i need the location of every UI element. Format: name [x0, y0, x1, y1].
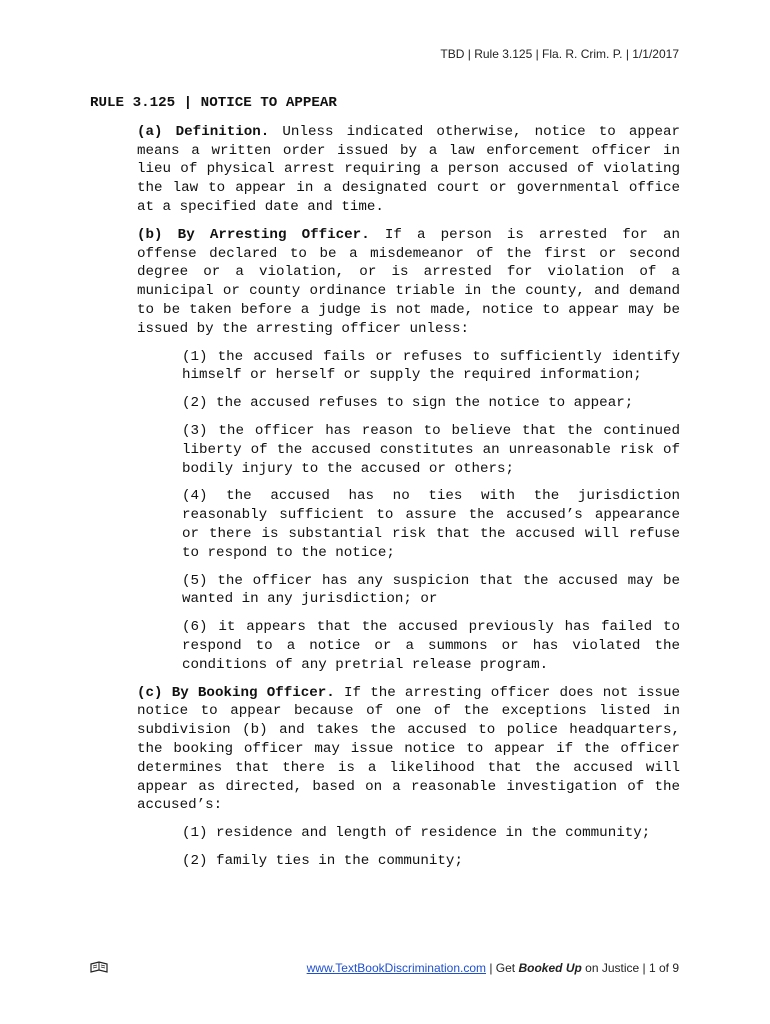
footer-emphasis: Booked Up [518, 961, 582, 975]
section-heading: (c) By Booking Officer. [137, 684, 335, 701]
footer-text [307, 961, 679, 975]
section-text: Unless indicated otherwise, notice to appear means a written order issued by a law enforcement officer in lieu of physical arrest requiring a person accused of violating the law to appear in a designated court or governmental office at a specified date and time. [137, 123, 680, 215]
list-item: (1) the accused fails or refuses to sufficiently identify himself or herself or supply the required information; [182, 348, 680, 384]
section-c [137, 684, 680, 816]
section-b [137, 226, 680, 339]
section-text: If the arresting officer does not issue notice to appear because of one of the exceptions listed in subdivision (b) and takes the accused to police headquarters, the booking officer may issue notice to appear if the officer determines that there is a likelihood that the accused will appear as directed, based on a reasonable investigation of the accused’s: [137, 684, 681, 814]
website-link[interactable]: www.TextBookDiscrimination.com [306, 961, 487, 975]
list-item: (6) it appears that the accused previously has failed to respond to a notice or a summons or has violated the conditions of any pretrial release program. [182, 619, 680, 673]
running-header: TBD | Rule 3.125 | Fla. R. Crim. P. | 1/1/2017 [440, 47, 679, 61]
section-a [137, 123, 680, 217]
section-heading: (a) Definition. [137, 123, 270, 140]
list-item: (4) the accused has no ties with the jurisdiction reasonably sufficient to assure the accused’s appearance or there is substantial risk that the accused will refuse to respond to the notice; [182, 488, 680, 561]
list-item: (1) residence and length of residence in the community; [182, 825, 651, 842]
book-logo-icon [90, 960, 108, 974]
page-footer [90, 960, 679, 980]
section-text: If a person is arrested for an offense declared to be a misdemeanor of the first or second degree or a violation, or is arrested for violation of a municipal or county ordinance triable in the county, and demand to be taken before a judge is not made, notice to appear may be issued by the arresting officer unless: [137, 226, 680, 337]
footer-separator: | Get [486, 961, 519, 975]
list-item: (5) the officer has any suspicion that the accused may be wanted in any jurisdiction; or [182, 572, 680, 608]
list-item: (3) the officer has reason to believe that the continued liberty of the accused constitutes an unreasonable risk of bodily injury to the accused or others; [182, 422, 680, 477]
list-item: (2) the accused refuses to sign the notice to appear; [182, 395, 634, 412]
rule-title: RULE 3.125 | NOTICE TO APPEAR [90, 95, 337, 111]
footer-page-number: on Justice | 1 of 9 [581, 961, 679, 975]
rule-body [90, 94, 680, 880]
section-heading: (b) By Arresting Officer. [137, 226, 370, 243]
list-item: (2) family ties in the community; [182, 852, 463, 869]
